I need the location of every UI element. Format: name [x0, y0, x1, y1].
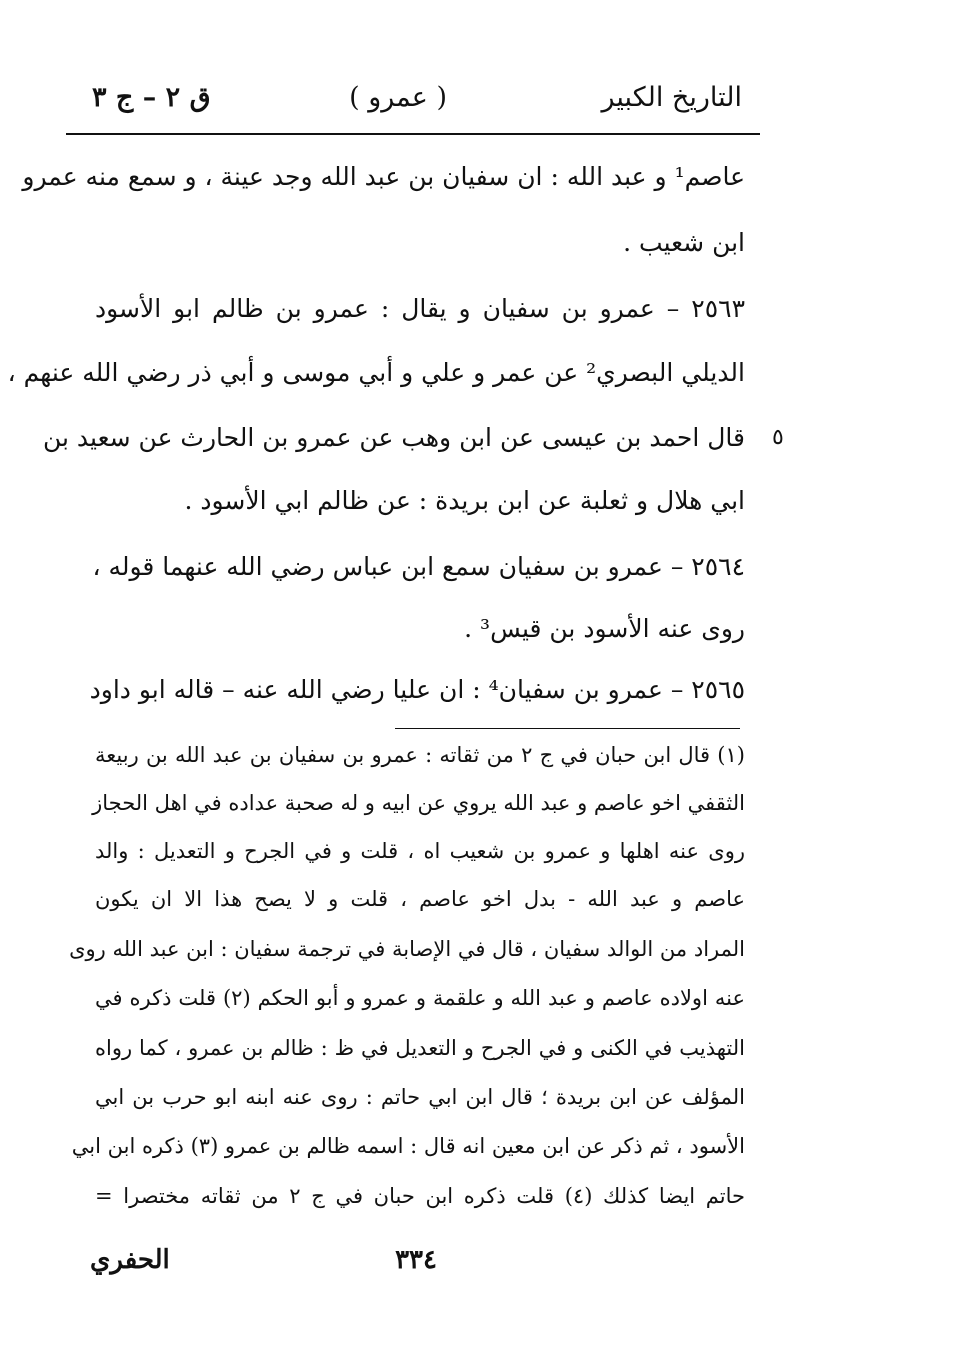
footnote-line: عاصم و عبد الله - بدل اخو عاصم ، قلت و لا يصح هذا الا ان يكون — [95, 887, 745, 911]
footnote-line: (١) قال ابن حبان في ج ٢ من ثقاته : عمرو بن سفيان بن عبد الله بن ربيعة — [95, 743, 745, 767]
volume-reference: ق ٢ – ج ٣ — [92, 82, 211, 113]
footnote-line: المراد من الوالد سفيان ، قال في الإصابة في ترجمة سفيان : ابن عبد الله روى — [69, 937, 745, 961]
main-line: عاصم¹ و عبد الله : ان سفيان بن عبد الله وجد عينة ، و سمع منه عمرو — [22, 162, 745, 191]
entry-2564-heading: ٢٥٦٤ – عمرو بن سفيان سمع ابن عباس رضي الله عنهما قوله ، — [92, 552, 745, 581]
entry-2563-heading: ٢٥٦٣ – عمرو بن سفيان و يقال : عمرو بن ظالم ابو الأسود — [95, 294, 745, 323]
main-line: روى عنه الأسود بن قيس³ . — [464, 614, 745, 643]
main-line: الديلي البصري² عن عمر و علي و أبي موسى و أبي ذر رضي الله عنهم ، — [7, 358, 745, 387]
signature-mark: الحفري — [90, 1245, 170, 1275]
header-divider — [66, 133, 760, 135]
running-header — [92, 82, 742, 128]
footnote-line: الأسود ، ثم ذكر عن ابن معين انه قال : اسمه ظالم بن عمرو (٣) ذكره ابن ابي — [71, 1134, 745, 1158]
footnote-divider — [395, 728, 740, 729]
entry-2565-heading: ٢٥٦٥ – عمرو بن سفيان⁴ : ان عليا رضي الله عنه – قاله ابو داود — [89, 675, 745, 704]
footnote-line: التهذيب في الكنى و في الجرح و التعديل في ظ : ظالم بن عمرو ، كما رواه — [95, 1036, 745, 1060]
main-line: ابي هلال و ثعلبة عن ابن بريدة : عن ظالم ابي الأسود . — [184, 486, 745, 515]
footnote-line: روى عنه اهلها و عمرو بن شعيب اه ، قلت و في الجرح و التعديل : والد — [95, 839, 745, 863]
main-line: ابن شعيب . — [623, 228, 745, 257]
footnote-line: حاتم ايضا كذلك (٤) قلت ذكره ابن حبان في ج ٢ من ثقاته مختصرا = — [95, 1184, 746, 1208]
book-title: التاريخ الكبير — [601, 82, 742, 113]
section-name: ( عمرو ) — [349, 82, 447, 113]
footnote-line: الثقفي اخو عاصم و عبد الله يروي عن ابيه و له صحبة عداده في اهل الحجاز — [92, 791, 745, 815]
main-line: قال احمد بن عيسى عن ابن وهب عن عمرو بن الحارث عن سعيد بن — [42, 423, 745, 452]
margin-line-number: ٥ — [772, 425, 784, 450]
page-number: ٣٣٤ — [395, 1245, 437, 1275]
page-footer — [90, 1245, 742, 1285]
footnote-line: المؤلف عن ابن بريدة ؛ قال ابن ابي حاتم : روى عنه ابنه ابو حرب بن ابي — [95, 1085, 745, 1109]
footnote-line: عنه اولاده عاصم و عبد الله و علقمة و عمرو و أبو الحكم (٢) قلت ذكره في — [95, 986, 745, 1010]
